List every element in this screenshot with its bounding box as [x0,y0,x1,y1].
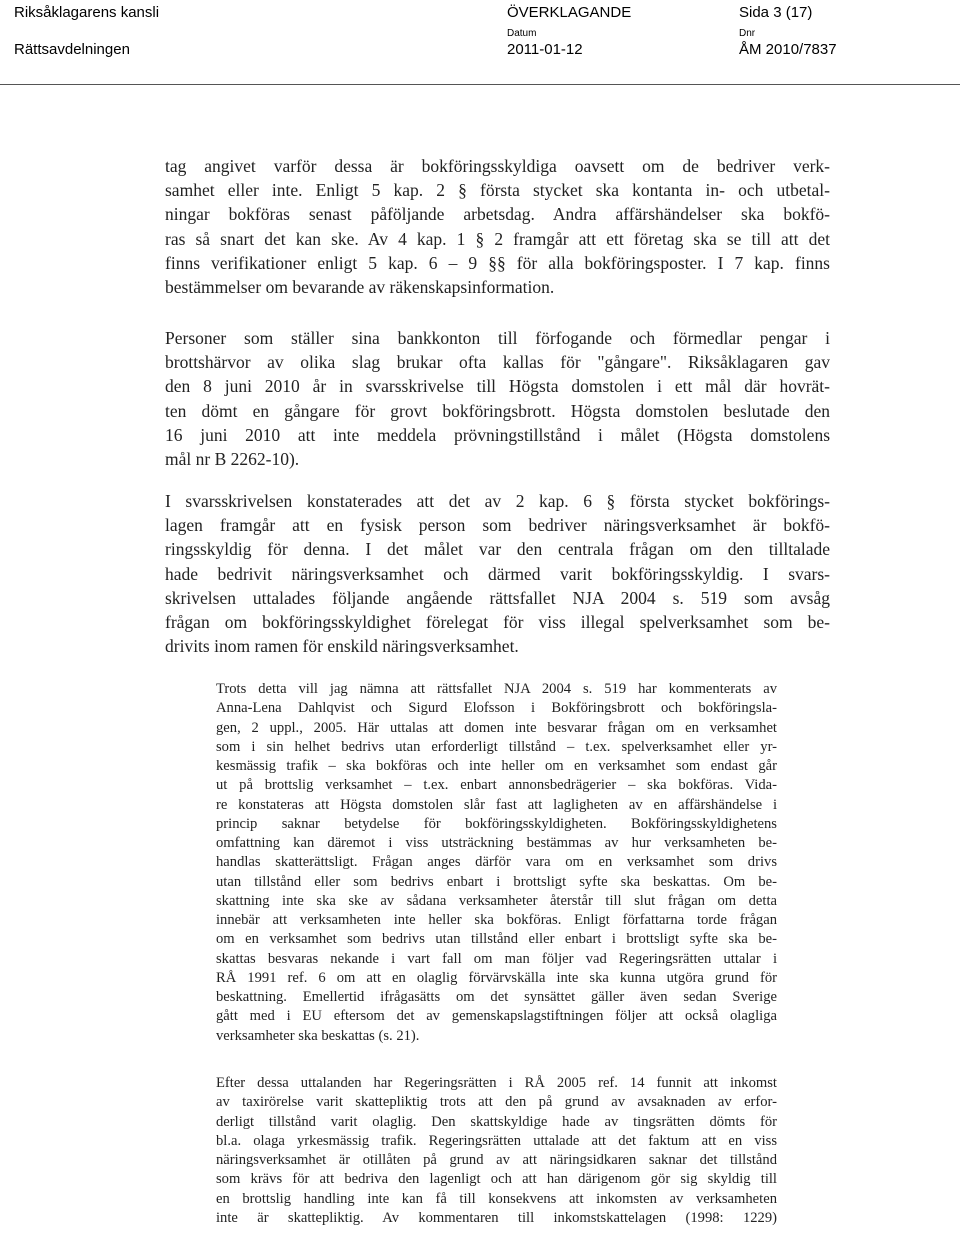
text-line: som i sin helhet bedrivs utan erforderligt tillstånd – t.ex. spelverksamhet eller yr- [216,738,777,755]
text-line: den 8 juni 2010 år in svarsskrivelse till Högsta domstolen i ett mål där hovrät- [165,376,830,397]
date-label: Datum [507,28,537,39]
text-line: handlas skatterättsligt. Frågan anges därför vara om en verksamhet som drivs [216,854,777,871]
header-divider [0,84,960,85]
text-line: drivits inom ramen för enskild näringsverksamhet. [165,636,519,657]
text-line: av taxirörelse varit skattepliktig trots att den på grund av avsaknaden av erfor- [216,1094,777,1111]
text-line: verksamheter ska beskattas (s. 21). [216,1027,420,1044]
text-line: omfattning kan däremot i viss utsträckning bestämmas av hur verksamheten be- [216,835,777,851]
text-line: princip saknar betydelse för bokföringsskyldigheten. Bokföringsskyldighetens [216,815,777,832]
text-line: 16 juni 2010 att inte meddela prövningstillstånd i målet (Högsta domstolens [165,424,830,445]
text-line: ten dömt en gångare för grovt bokföringsbrott. Högsta domstolen beslutade den [165,400,830,421]
text-line: brottshärvor av olika slag brukar ofta kallas för "gångare". Riksåklagaren gav [165,352,830,373]
text-line: lagen framgår att en fysisk person som bedriver näringsverksamhet är bokfö- [165,515,830,536]
quote-block-2 [216,1074,777,1228]
text-line: frågan om bokföringsskyldighet förelegat för viss illegal spelverksamhet som be- [165,612,830,633]
text-line: I svarsskrivelsen konstaterades att det av 2 kap. 6 § första stycket bokförings- [165,491,830,511]
text-line: beskattning. Emellertid ifrågasätts om det synsättet gäller även sedan Sverige [216,989,777,1005]
text-line: innebär att verksamheten inte heller ska bokföras. Enligt författarna torde frågan [216,912,777,928]
text-line: skrivelsen uttalades följande angående rättsfallet NJA 2004 s. 519 som avsåg [165,587,830,608]
text-line: skattning inte ska ske av sådana verksamheter återstår till slut frågan om detta [216,892,777,909]
department-name: Rättsavdelningen [14,41,130,58]
text-line: näringsverksamhet är otillåten på grund av att näringsidkaren saknar det tillstånd [216,1152,777,1168]
organization-name: Riksåklagarens kansli [14,4,160,21]
paragraph-2 [165,326,830,471]
text-line: samhet eller inte. Enligt 5 kap. 2 § första stycket ska kontanta in- och utbetal- [165,180,830,201]
text-line: derligt tillstånd varit olaglig. Den skattskyldige hade av tingsrätten dömts för [216,1113,777,1130]
text-line: ringsskyldig för denna. I det målet var den centrala frågan om den tilltalade [165,539,830,560]
text-line: Personer som ställer sina bankkonton till förfogande och förmedlar pengar i [165,328,830,348]
text-line: Trots detta vill jag nämna att rättsfallet NJA 2004 s. 519 har kommenterats av [216,681,777,697]
text-line: bl.a. olaga yrkesmässig trafik. Regeringsrätten uttalade att det faktum att en viss [216,1132,777,1149]
text-line: om en verksamhet som bedrivs utan tillstånd eller enbart i brottsligt syfte ska be- [216,931,777,948]
text-line: skattas besvaras nekande i vart fall om man följer vad Regeringsrätten uttalar i [216,950,777,967]
text-line: RÅ 1991 ref. 6 om att en olaglig förvärvskälla inte ska kunna utgöra grund för [216,969,777,986]
text-line: utan tillstånd eller som bedrivs enbart i brottsligt syfte ska beskattas. Om be- [216,873,777,890]
text-line: Efter dessa uttalanden har Regeringsrätten i RÅ 2005 ref. 14 funnit att inkomst [216,1075,777,1091]
text-line: mål nr B 2262-10). [165,449,300,470]
text-line: som krävs för att bedriva den lagenligt och att han därigenom gör sig skyldig till [216,1171,777,1188]
text-line: ningar bokföras senast påföljande arbetsdag. Andra affärshändelser ska bokfö- [165,204,830,225]
text-line: bestämmelser om bevarande av räkenskapsinformation. [165,277,555,298]
page-number: Sida 3 (17) [739,4,813,21]
text-line: inte är skattepliktig. Av kommentaren till inkomstskattelagen (1998: 1229) [216,1209,777,1226]
text-line: en brottslig handling inte kan få till konsekvens att inkomsten av verksamheten [216,1190,777,1207]
text-line: Anna-Lena Dahlqvist och Sigurd Elofsson i Bokföringsbrott och bokföringsla- [216,700,777,717]
paragraph-3 [165,489,830,658]
dnr-number: ÅM 2010/7837 [739,41,837,58]
text-line: tag angivet varför dessa är bokföringsskyldiga oavsett om de bedriver verk- [165,156,830,176]
text-line: hade bedrivit näringsverksamhet och därmed varit bokföringsskyldig. I svars- [165,563,830,584]
text-line: kesmässig trafik – ska bokföras och inte heller om en verksamhet som endast går [216,758,777,774]
document-type: ÖVERKLAGANDE [507,4,632,21]
quote-block-1 [216,680,777,1046]
text-line: ut på brottslig verksamhet – t.ex. enbart annonsbedrägerier – ska bokföras. Vida- [216,777,777,794]
text-line: re konstateras att Högsta domstolen slår fast att lagligheten av en affärshändelse i [216,796,777,813]
text-line: gen, 2 uppl., 2005. Här uttalas att domen inte besvarar frågan om en verksamhet [216,719,777,736]
text-line: gått med i EU eftersom det av gemenskapslagstiftningen följer att också olagliga [216,1008,777,1025]
paragraph-1 [165,154,830,299]
text-line: ras så snart det kan ske. Av 4 kap. 1 § 2 framgår att ett företag ska se till att det [165,228,830,249]
dnr-label: Dnr [739,28,756,39]
document-date: 2011-01-12 [507,41,583,58]
text-line: finns verifikationer enligt 5 kap. 6 – 9 §§ för alla bokföringsposter. I 7 kap. finns [165,252,830,273]
